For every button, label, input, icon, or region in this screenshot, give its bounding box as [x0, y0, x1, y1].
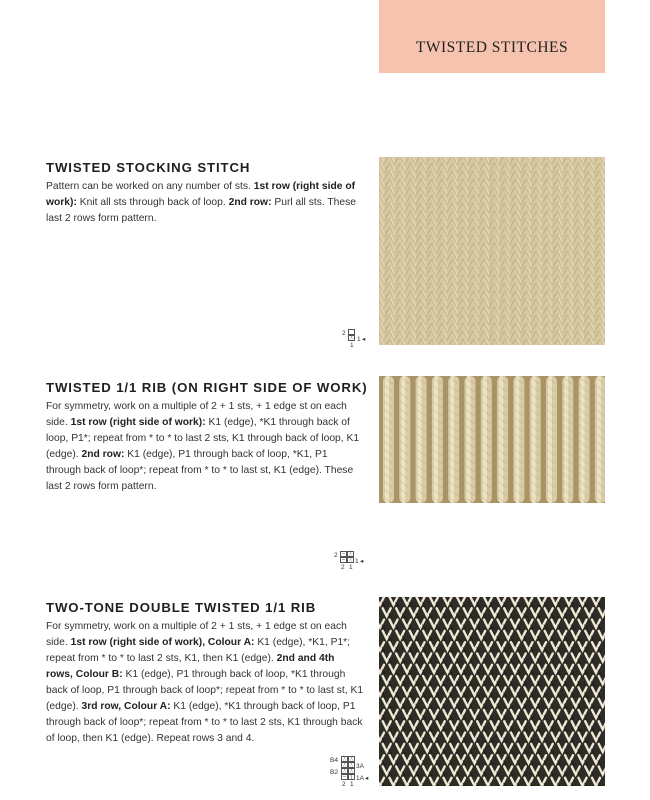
instruction-text: Pattern can be worked on any number of sts. — [46, 181, 254, 192]
chart-row-label: 1 — [357, 336, 361, 343]
chart-cell-twisted-symbol: ᚷ — [342, 762, 347, 768]
instruction-row-label: 3rd row, Colour A: — [81, 701, 171, 712]
chart-row-label: B2 — [330, 769, 338, 776]
chart-cell-twisted-symbol: ᚷ — [349, 762, 354, 768]
instruction-text: K1 (edge), *K1, P1*; repeat from * to * to last 2 sts, K1, then K1 (edge). — [46, 637, 351, 664]
chart-row-label: 2 — [342, 330, 346, 337]
instruction-text: For symmetry, work on a multiple of 2 + 1 sts, + 1 edge st on each side. — [46, 621, 347, 648]
knit-swatch-texture — [379, 157, 605, 345]
rib-swatch-texture — [379, 376, 605, 503]
section-title-twisted-stocking-stitch: TWISTED STOCKING STITCH — [46, 160, 251, 175]
chart-cell-twisted-symbol: ᚷ — [348, 557, 353, 563]
arrow-left-icon: ◂ — [362, 336, 366, 343]
stitch-chart-twisted-rib — [334, 551, 380, 577]
instruction-text: K1 (edge), P1 through back of loop, *K1, P1 through back of loop*; repeat from * to * to last st, K1 (edge). These last 2 rows form pattern. — [46, 449, 354, 492]
stitch-chart-two-tone-rib — [330, 756, 380, 796]
instruction-text: K1 (edge), P1 through back of loop, *K1 through back of loop, P1 through back of loop*; repeat from * to * to last st, K1 (edge). — [46, 669, 364, 712]
instruction-row-label: 1st row (right side of work): — [46, 181, 356, 208]
chart-col-label: 1 — [349, 564, 353, 571]
chart-col-label: 1 — [350, 781, 354, 788]
chart-col-label: 2 — [342, 781, 346, 788]
chart-cell-twisted-symbol: ᚷ — [348, 551, 353, 557]
arrow-left-icon: ◂ — [360, 558, 364, 565]
instruction-row-label: 1st row (right side of work), Colour A: — [70, 637, 255, 648]
chart-col-label: 1 — [350, 342, 354, 349]
section-title-two-tone-rib: TWO-TONE DOUBLE TWISTED 1/1 RIB — [46, 600, 317, 615]
chart-row-label: 3A — [356, 763, 364, 770]
section-body-twisted-stocking-stitch — [46, 179, 364, 227]
chart-row-label: 1 — [355, 558, 359, 565]
swatch-image-twisted-stocking-stitch — [379, 157, 605, 345]
chart-cell: | — [348, 774, 355, 780]
chart-cell: – — [341, 551, 346, 557]
page-title: TWISTED STITCHES — [415, 38, 569, 56]
chart-cell: – — [342, 774, 347, 780]
chart-cell-twisted-symbol: ᚷ — [349, 768, 354, 774]
swatch-image-two-tone-rib — [379, 597, 605, 786]
chart-cell-twisted-symbol: ᚷ — [349, 756, 354, 762]
section-header — [379, 0, 605, 73]
instruction-row-label: 2nd row: — [81, 449, 125, 460]
chart-cell-twisted-symbol: ᚷ — [342, 768, 347, 774]
section-body-twisted-rib — [46, 399, 364, 495]
instruction-text: For symmetry, work on a multiple of 2 + 1 sts, + 1 edge st on each side. — [46, 401, 347, 428]
instruction-text: Knit all sts through back of loop. — [76, 197, 229, 208]
chart-row-label: B4 — [330, 757, 338, 764]
instruction-row-label: 2nd row: — [228, 197, 272, 208]
chart-cell-twisted-symbol: ᚷ — [342, 756, 347, 762]
stitch-chart-twisted-stocking-stitch — [340, 329, 380, 355]
section-body-two-tone-rib — [46, 619, 364, 747]
instruction-text: K1 (edge), *K1 through back of loop, P1*; repeat from * to * to last 2 sts, K1 through back of loop, K1 (edge). — [46, 417, 360, 460]
arrow-left-icon: ◂ — [365, 775, 369, 782]
instruction-row-label: 1st row (right side of work): — [70, 417, 206, 428]
chart-row-label: 2 — [334, 552, 338, 559]
instruction-text: Purl all sts. These last 2 rows form pattern. — [46, 197, 357, 224]
chart-cell-twisted-symbol: ᚷ — [349, 335, 354, 341]
section-title-twisted-rib: TWISTED 1/1 RIB (ON RIGHT SIDE OF WORK) — [46, 380, 368, 395]
instruction-row-label: 2nd and 4th rows, Colour B: — [46, 653, 335, 680]
chart-col-label: 2 — [341, 564, 345, 571]
instruction-text: K1 (edge), *K1 through back of loop, P1 through back of loop*; repeat from * to * to last 2 sts, K1 through back of loop, then K1 (edge). Repeat rows 3 and 4. — [46, 701, 363, 744]
swatch-image-twisted-rib — [379, 376, 605, 503]
chart-cell: – — [341, 557, 346, 563]
two-tone-swatch-texture — [379, 597, 605, 786]
chart-row-label: 1A — [356, 775, 364, 782]
